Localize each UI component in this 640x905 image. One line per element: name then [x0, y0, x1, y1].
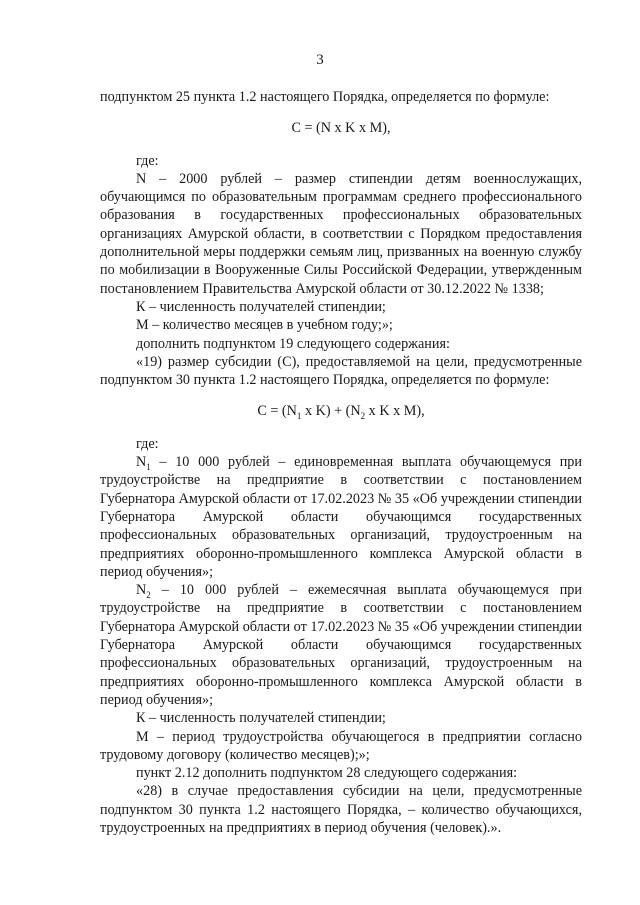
formula-subscript: 1: [296, 411, 302, 422]
paragraph: где:: [136, 435, 159, 452]
variable-symbol: N: [136, 582, 147, 599]
paragraph: К – численность получателей стипендии;: [136, 298, 386, 315]
formula: [100, 389, 582, 434]
variable-symbol: N: [136, 454, 147, 471]
formula-text: С = (N: [257, 403, 297, 420]
variable-subscript: 1: [146, 461, 151, 472]
paragraph: «28) в случае предоставления субсидии на цели, предусмотренные подпунктом 30 пункта 1.2 настоящего Порядка, – количество обучающихся, трудоустроенных на предприятиях в период обучения (человек).».: [100, 783, 582, 836]
paragraph: К – численность получателей стипендии;: [136, 710, 386, 727]
paragraph: где:: [136, 152, 159, 169]
paragraph: «19) размер субсидии (С), предоставляемой на цели, предусмотренные подпунктом 30 пункта 1.2 настоящего Порядка, определяется по формуле:: [100, 353, 582, 389]
variable-definition: – 10 000 рублей – единовременная выплата обучающемуся при трудоустройстве на предприятие в соответствии с постановлением Губернатора Амурской области от 17.02.2023 № 35 «Об учреждении стипендии Губернатора Амурской области обучающимся государственных профессиональных образовательных организаций, трудоустроенным на предприятиях оборонно-промышленного комплекса Амурской области в период обучения»;: [100, 454, 582, 580]
paragraph: пункт 2.12 дополнить подпунктом 28 следующего содержания:: [136, 765, 518, 782]
variable-subscript: 2: [146, 589, 151, 600]
formula-subscript: 2: [360, 411, 366, 422]
formula-text: x K x M),: [365, 403, 425, 420]
paragraph: подпунктом 25 пункта 1.2 настоящего Порядка, определяется по формуле:: [100, 89, 550, 105]
paragraph: М – количество месяцев в учебном году;»;: [136, 317, 393, 334]
variable-definition: – 10 000 рублей – ежемесячная выплата обучающемуся при трудоустройстве на предприятие в соответствии с постановлением Губернатора Амурской области от 17.02.2023 № 35 «Об учреждении стипендии Губернатора Амурской области обучающимся государственных профессиональных образовательных организаций, трудоустроенным на предприятиях оборонно-промышленного комплекса Амурской области в период обучения»;: [100, 582, 582, 708]
document-body: [100, 88, 582, 837]
formula-text: x K) + (N: [301, 403, 361, 420]
page-number: 3: [316, 52, 324, 68]
paragraph: М – период трудоустройства обучающегося в предприятии согласно трудовому договору (количество месяцев);»;: [100, 728, 582, 763]
paragraph: [100, 581, 582, 709]
paragraph: [100, 453, 582, 581]
paragraph: дополнить подпунктом 19 следующего содержания:: [136, 335, 450, 352]
formula: С = (N x K x M),: [291, 120, 391, 137]
paragraph: N – 2000 рублей – размер стипендии детям военнослужащих, обучающимся по образовательным программам среднего профессионального образования в государственных профессиональных образовательных организациях Амурской области, в соответствии с Порядком предоставления дополнительной меры поддержки семьям лиц, призванных на военную службу по мобилизации в Вооруженные Силы Российской Федерации, утвержденным постановлением Правительства Амурской области от 30.12.2022 № 1338;: [100, 170, 582, 297]
